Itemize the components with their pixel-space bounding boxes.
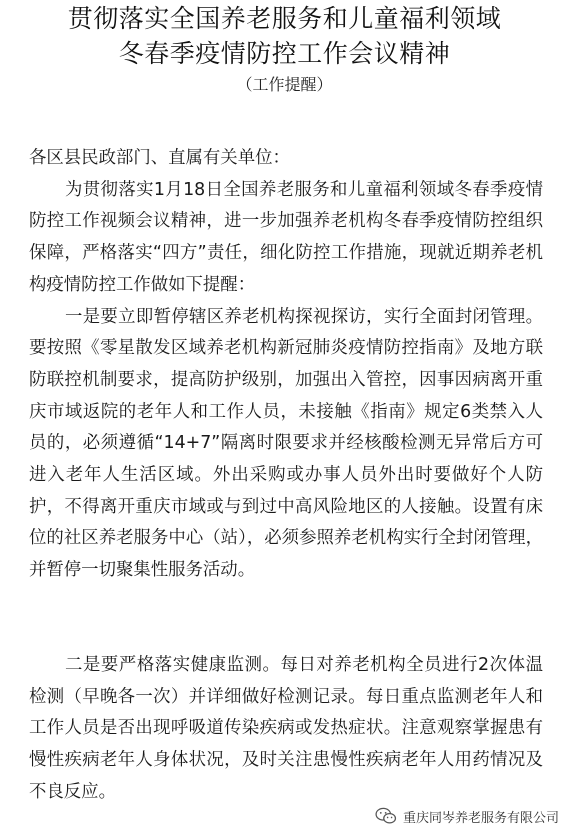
wechat-icon — [375, 807, 397, 825]
title-line-2: 冬春季疫情防控工作会议精神 — [118, 39, 451, 68]
subtitle: （工作提醒） — [236, 75, 333, 94]
paragraph-intro: 为贯彻落实1月18日全国养老服务和儿童福利领域冬春季疫情防控工作视频会议精神，进一步加强养老机构冬春季疫情防控组织保障，严格落实“四方”责任，细化防控工作措施，现就近期养老机构疫情防控工作做如下提醒： — [29, 179, 543, 295]
paragraph-closed-management: 一是要立即暂停辖区养老机构探视探访，实行全面封闭管理。要按照《零星散发区域养老机构新冠肺炎疫情防控指南》及地方联防联控机制要求，提高防护级别，加强出入管控，因事因病离开重庆市域返院的老年人和工作人员，未接触《指南》规定6类禁入人员的，必须遵循“14+7”隔离时限要求并经核酸检测无异常后方可进入老年人生活区域。外出采购或办事人员外出时要做好个人防护，不得离开重庆市域或与到过中高风险地区的人接触。设置有床位的社区养老服务中心（站），必须参照养老机构实行全封闭管理，并暂停一切聚集性服务活动。 — [29, 306, 543, 581]
source-watermark — [375, 805, 559, 827]
title-line-1: 贯彻落实全国养老服务和儿童福利领域 — [67, 4, 502, 33]
watermark-text: 重庆同岑养老服务有限公司 — [402, 810, 559, 826]
greeting: 各区县民政部门、直属有关单位： — [29, 148, 290, 168]
paragraph-health-monitoring: 二是要严格落实健康监测。每日对养老机构全员进行2次体温检测（早晚各一次）并详细做好检测记录。每日重点监测老年人和工作人员是否出现呼吸道传染疾病或发热症状。注意观察掌握患有慢性疾病老年人身体状况，及时关注患慢性疾病老年人用药情况及不良反应。 — [29, 655, 543, 802]
